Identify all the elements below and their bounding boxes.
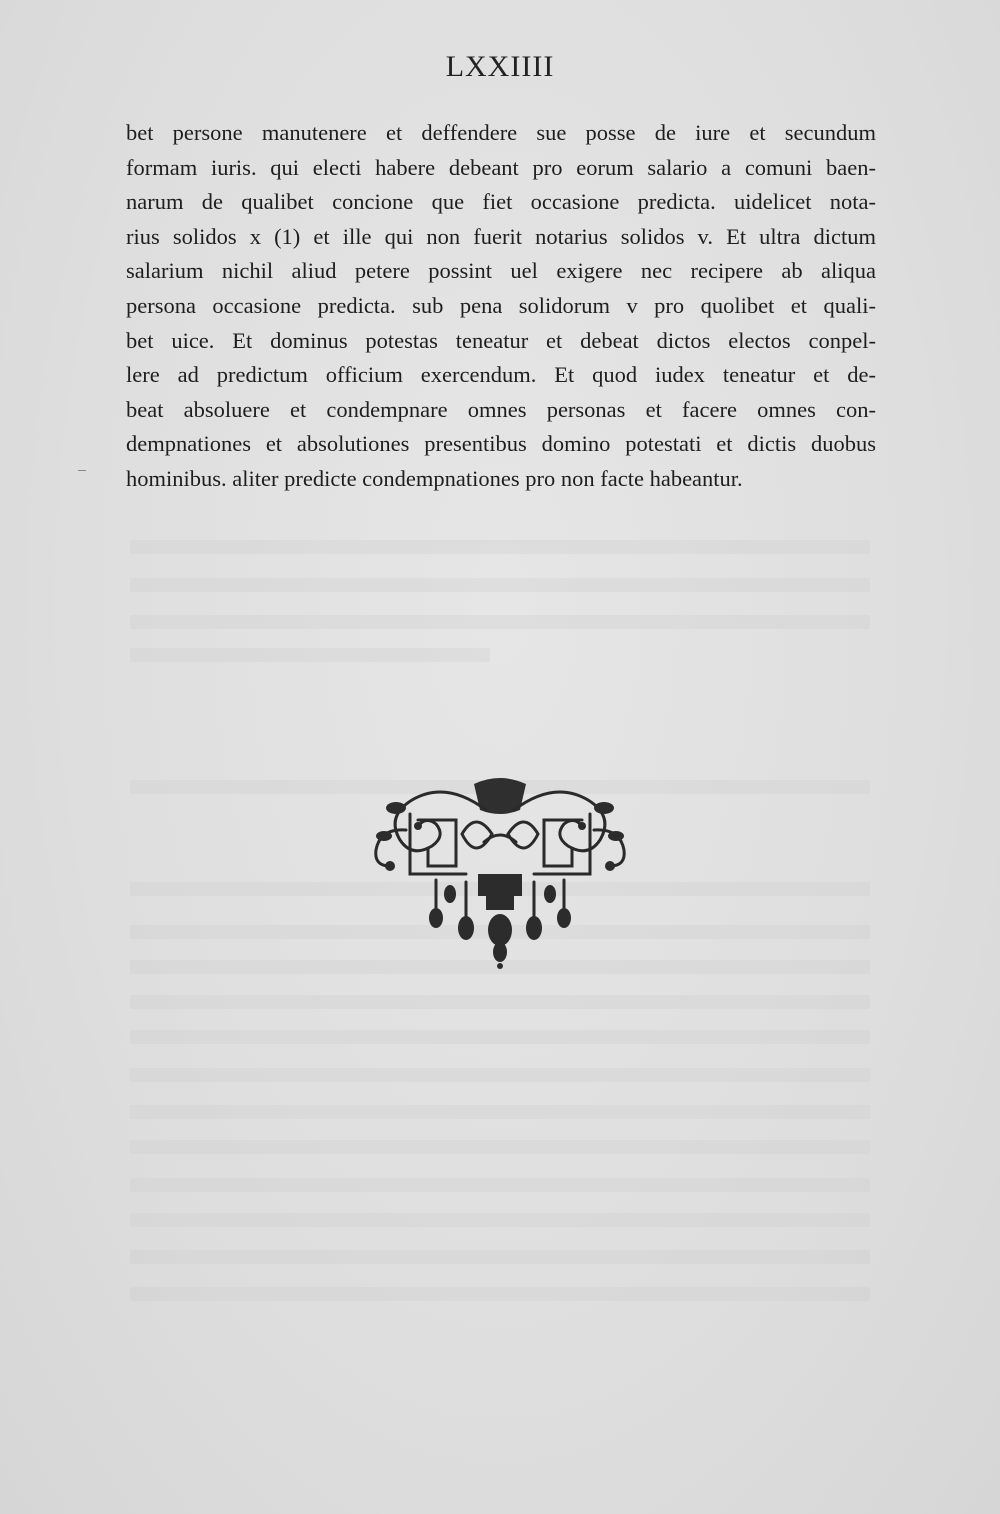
show-through-band [130, 1178, 870, 1192]
text-line: hominibus. aliter predicte condempnationes pro non facte habeantur. [126, 465, 743, 491]
show-through-band [130, 1105, 870, 1119]
text-line: rius solidos x (1) et ille qui non fuerit notarius solidos v. Et ultra dictum [126, 223, 876, 249]
floral-tailpiece-ornament-icon [366, 770, 634, 970]
show-through-band [130, 1213, 870, 1227]
text-line: formam iuris. qui electi habere debeant pro eorum salario a comuni baen- [126, 154, 876, 180]
margin-mark [78, 470, 86, 471]
show-through-band [130, 648, 490, 662]
text-line: bet uice. Et dominus potestas teneatur et debeat dictos electos conpel- [126, 327, 876, 353]
show-through-band [130, 615, 870, 629]
show-through-band [130, 1250, 870, 1264]
show-through-band [130, 995, 870, 1009]
text-line: dempnationes et absolutiones presentibus domino potestati et dictis duobus [126, 431, 876, 457]
show-through-band [130, 540, 870, 554]
text-line: beat absoluere et condempnare omnes personas et facere omnes con- [126, 396, 876, 422]
show-through-band [130, 1030, 870, 1044]
show-through-band [130, 1068, 870, 1082]
text-line: salarium nichil aliud petere possint uel exigere nec recipere ab aliqua [126, 258, 876, 284]
show-through-band [130, 1140, 870, 1154]
page-number: LXXIIII [445, 50, 555, 83]
text-line: narum de qualibet concione que fiet occasione predicta. uidelicet nota- [126, 189, 876, 215]
text-line: bet persone manutenere et deffendere sue posse de iure et secundum [126, 120, 876, 145]
text-line: persona occasione predicta. sub pena solidorum v pro quolibet et quali- [126, 292, 876, 318]
show-through-band [130, 1287, 870, 1301]
body-text [126, 116, 876, 497]
show-through-band [130, 578, 870, 592]
text-line: lere ad predictum officium exercendum. Et quod iudex teneatur et de- [126, 362, 876, 388]
